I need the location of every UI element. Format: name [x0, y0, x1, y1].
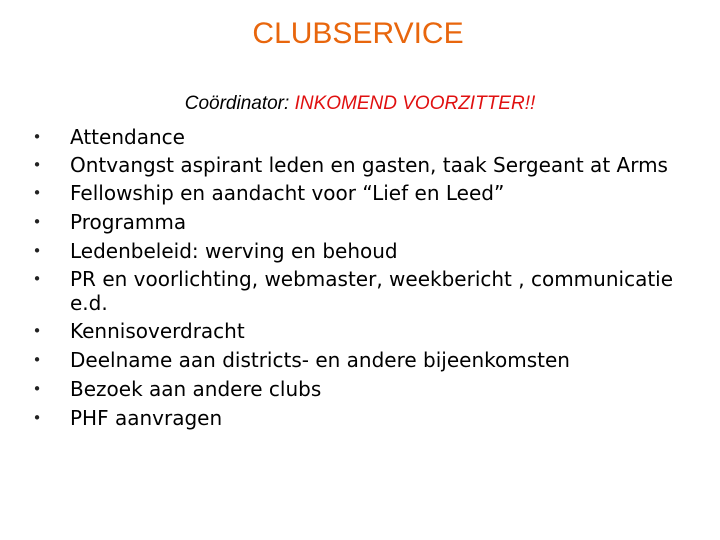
list-item-text: Fellowship en aandacht voor “Lief en Leed”	[70, 181, 505, 205]
list-item	[28, 124, 708, 150]
bullet-icon: •	[32, 184, 42, 202]
coordinator-label: Coördinator:	[184, 93, 295, 114]
list-item-text: Bezoek aan andere clubs	[70, 377, 322, 401]
bullet-icon: •	[32, 322, 42, 340]
slide-title: CLUBSERVICE	[252, 17, 464, 50]
bullet-icon: •	[32, 156, 42, 174]
bullet-icon: •	[32, 351, 42, 369]
list-item	[28, 180, 708, 206]
coordinator-value: INKOMEND VOORZITTER!!	[294, 93, 536, 114]
list-item	[28, 238, 708, 264]
service-task-list	[28, 124, 708, 434]
list-item	[28, 405, 708, 431]
list-item-text: PHF aanvragen	[70, 406, 223, 430]
list-item-text: Deelname aan districts- en andere bijeenkomsten	[70, 348, 570, 372]
list-item-text: Ontvangst aspirant leden en gasten, taak Sergeant at Arms	[70, 153, 668, 177]
list-item-text: Kennisoverdracht	[70, 319, 245, 343]
list-item	[28, 376, 708, 402]
list-item-text: PR en voorlichting, webmaster, weekbericht , communicatie e.d.	[70, 267, 674, 315]
list-item-text: Attendance	[70, 125, 185, 149]
bullet-icon: •	[32, 409, 42, 427]
list-item	[28, 347, 708, 373]
coordinator-line	[0, 92, 720, 116]
list-item	[28, 267, 708, 315]
list-item-text: Ledenbeleid: werving en behoud	[70, 239, 398, 263]
bullet-icon: •	[32, 270, 42, 288]
list-item	[28, 318, 708, 344]
bullet-icon: •	[32, 380, 42, 398]
bullet-icon: •	[32, 213, 42, 231]
bullet-icon: •	[32, 128, 42, 146]
list-item	[28, 209, 708, 235]
bullet-icon: •	[32, 242, 42, 260]
list-item	[28, 153, 708, 177]
list-item-text: Programma	[70, 210, 187, 234]
